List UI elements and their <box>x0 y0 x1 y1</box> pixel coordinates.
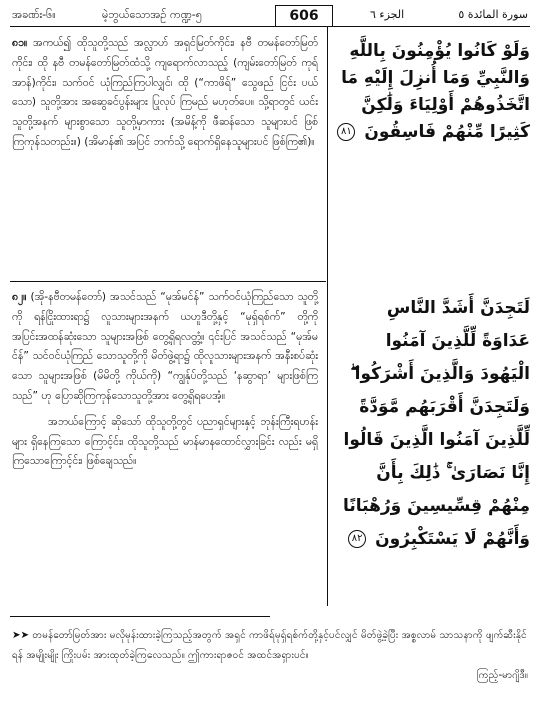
arabic-verse-81 <box>334 38 530 146</box>
paragraph-82-text: (အို-နဗီတမန်တော်) အသင်သည် “မုအ်မင်န်” သက်ဝင်ယုံကြည်သော သူတို့ကို ရန်ငြိုးထားရာ၌ လူသားများအနက် ယဟူဒီတို့နှင့် “မုရှ်ရစ်က်” တို့ကို အပြင်းအထန်ဆုံးသော သူများအဖြစ် တွေ့ရှိရလတ္တံ့။ ၎င်းပြင် အသင်သည် “မုအ်မင်န်” သင်ဝင်ယုံကြည် သောသူတို့ကို မိတ်ဖွဲ့ရာ၌ ထိုလူသားများအနက် အနီးစပ်ဆုံးသော သူများအဖြစ် (မိမိတို့ ကိုယ်ကို) “ကျွန်ုပ်တို့သည် ‘နဆွာရာ’ များဖြစ်ကြသည်” ဟု ပြောဆိုကြကုန်သောသူတို့အား တွေ့ရှိရပေအံ့။ <box>12 291 318 402</box>
verse-number-82: ၈၂။ <box>12 291 27 303</box>
translation-column <box>12 34 318 153</box>
translation-column-2 <box>12 288 318 472</box>
footnote <box>12 626 528 686</box>
page-header <box>10 4 530 26</box>
footnote-text: ➤➤ တမန်တော်မြတ်အား မလိုမုန်းထားခဲ့ကြသည့်အတွက် အရှင် ကာဖိရ်မုရှ်ရစ်က်တို့နှင့်ပင်လျှင် မိတ်ဖွဲ့ခဲ့ပြီး အစ္စလာမ် သာသနာကို ဖျက်ဆီးနိုင်ရန် အမျိုးမျိုး ကြိုးပမ်း အားထုတ်ခဲ့ကြလေသည်။ ဤကားရာဇဝင် အထင်အရှားပင်။ <box>12 630 527 661</box>
paragraph-82-cont-text: အဘယ်ကြောင့် ဆိုသော် ထိုသူတို့တွင် ပညာရှင်များနှင့် ဘုန်းကြီးရဟန်းများ ရှိနေကြသော ကြောင့်င်း၊ ထိုသူတို့သည် မာန်မာနထောင်လွှားခြင်း လည်း မရှိကြသောကြောင့်င်း၊ ဖြစ်ချေသည်။ <box>12 415 318 468</box>
arabic-verse-82 <box>334 292 530 556</box>
paragraph-81-text: အကယ်၍ ထိုသူတို့သည် အလ္လာဟ် အရှင်မြတ်ကိုင်း၊ နဗီ တမန်တော်မြတ် ကိုင်း၊ ထို နဗီ တမန်တော်မြတ်ထံသို့ ကျရောက်လာသည့် (ကျမ်းတော်မြတ် ကုရ်အာန်)ကိုင်း၊ သက်ဝင် ယုံကြည်ကြပါလျှင်၊ ထို (“ကာဖိရ်” သွေဖည် ငြင်း ပယ်သော) သူတို့အား အဆွေခင်ပွန်းများ ပြုလုပ် ကြမည် မဟုတ်ပေ။ သို့ရာတွင် ယင်းသူတို့အနက် များစွာသော သူတို့မှာကား (အမိန့်ကို ဖီဆန်သော သူများပင် ဖြစ်ကြကုန်သတည်း။) (အိမာန်၏ အပြင် ဘက်သို့ ရောက်ရှိနေသူများပင် ဖြစ်ကြ၏)။ <box>12 37 318 148</box>
surah-label: سورة المائدة ٥ <box>458 8 528 21</box>
arabic-text-82: لَتَجِدَنَّ أَشَدَّ النَّاسِ عَدَاوَةً لِّلَّذِينَ آمَنُوا الْيَهُودَ وَالَّذِينَ أَشْرَكُوا ۖ وَلَتَجِدَنَّ أَقْرَبَهُم مَّوَدَّةً لِّلَّذِينَ آمَنُوا الَّذِينَ قَالُوا إِنَّا نَصَارَىٰ ۚ ذَٰلِكَ بِأَنَّ مِنْهُمْ قِسِّيسِينَ وَرُهْبَانًا وَأَنَّهُمْ لَا يَسْتَكْبِرُونَ ٨٢ <box>343 298 530 549</box>
paragraph-81 <box>12 34 318 153</box>
page-number: 606 <box>275 5 333 27</box>
header-rule <box>10 26 530 27</box>
footnote-source: ကြည့်-မာဂျိဒီ။ <box>476 670 528 681</box>
section-divider <box>10 281 326 282</box>
footnote-rule <box>10 616 270 617</box>
juz-label: الجزء ٦ <box>370 8 405 21</box>
arabic-text-81: وَلَوْ كَانُوا يُؤْمِنُونَ بِاللَّهِ وَالنَّبِيِّ وَمَا أُنزِلَ إِلَيْهِ مَا اتَّخَذُوهُمْ أَوْلِيَاءَ وَلَٰكِنَّ كَثِيرًا مِّنْهُمْ فَاسِقُونَ ٨١ <box>334 38 530 146</box>
chapter-label: အခဏ်း-၆။ <box>12 8 56 21</box>
ayah-marker-82: ٨٢ <box>348 530 366 548</box>
paragraph-82-cont <box>12 413 318 472</box>
column-divider <box>327 26 328 606</box>
footnote-marker: ➤➤ <box>12 630 30 641</box>
paragraph-82 <box>12 288 318 407</box>
book-title: မဲ့ဘွယ်သောအဉ် ကဏ္ဍ-၅ <box>102 8 202 21</box>
verse-number-81: ၈၁။ <box>12 37 28 49</box>
ayah-marker-81: ٨١ <box>337 123 355 141</box>
